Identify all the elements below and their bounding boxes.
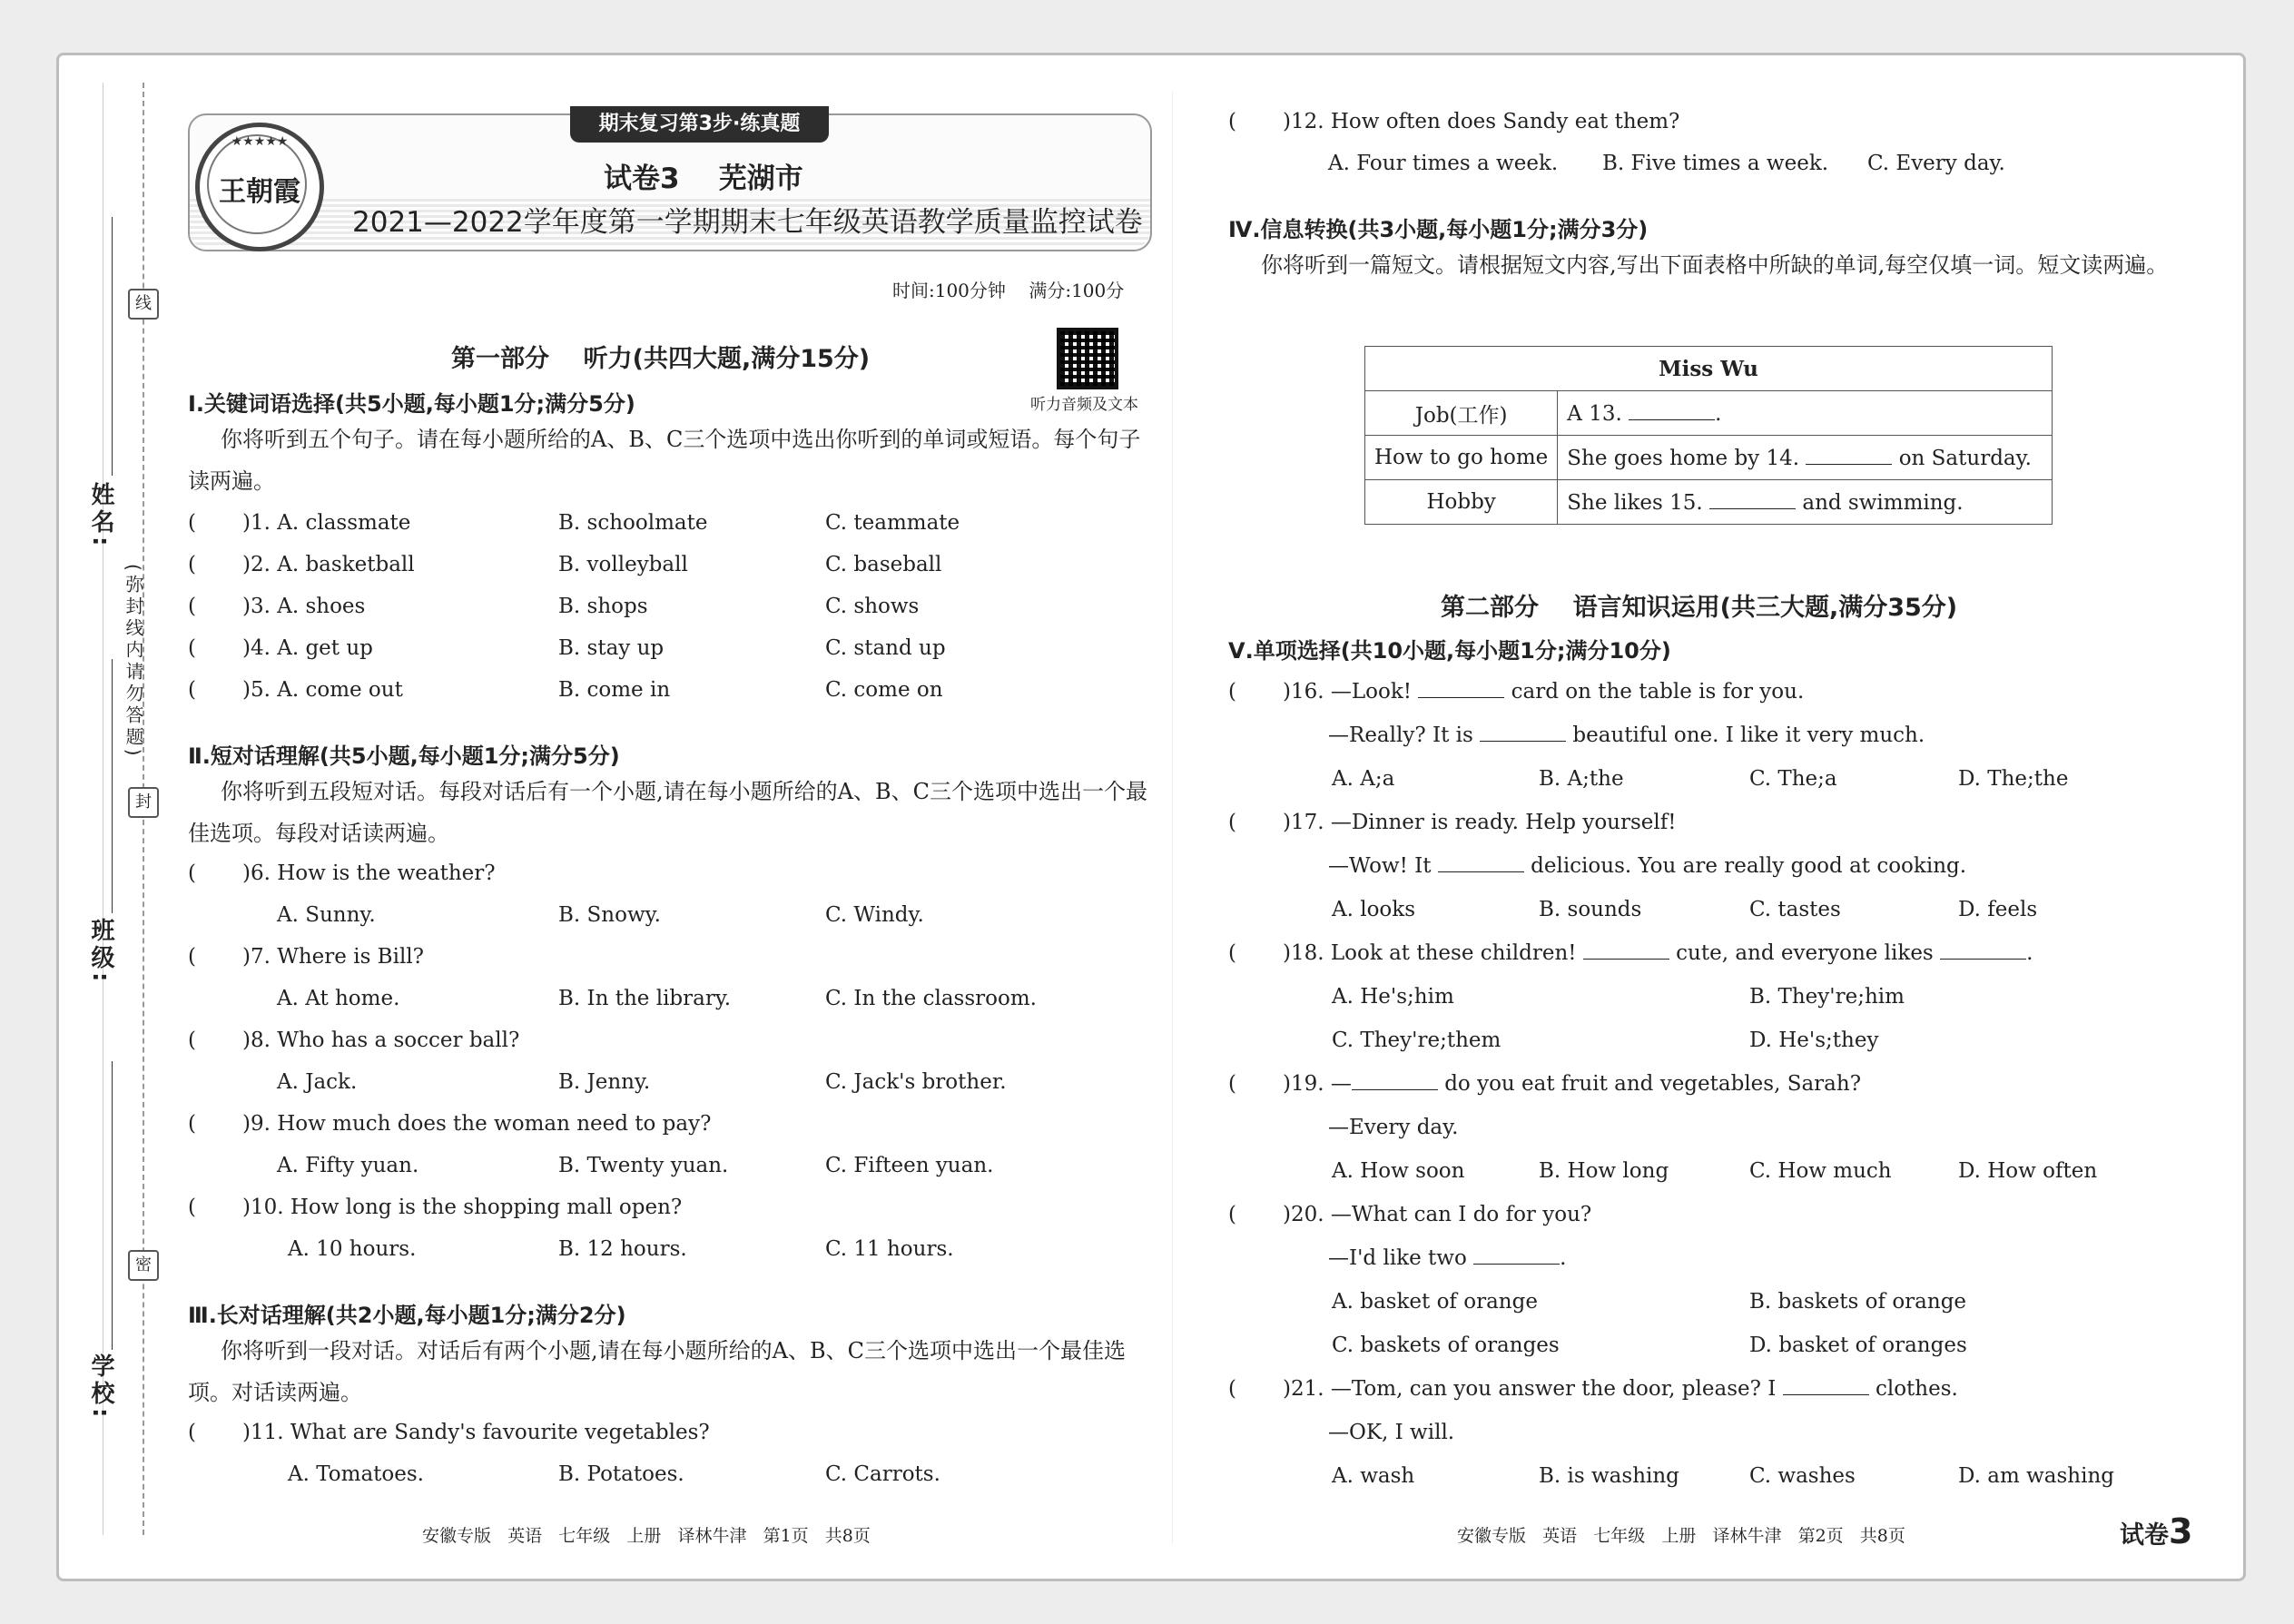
row-label-hobby: Hobby	[1365, 480, 1558, 525]
answer-bracket[interactable]: (	[188, 1421, 196, 1444]
q2-a: )2. A. basketball	[242, 553, 415, 576]
name-label: 姓名:	[87, 482, 114, 550]
q7-a: A. At home.	[277, 987, 400, 1010]
info-table-header: Miss Wu	[1365, 347, 2053, 391]
answer-bracket[interactable]: (	[1228, 1377, 1236, 1401]
answer-bracket[interactable]: (	[1228, 811, 1236, 834]
q3-row	[188, 593, 365, 620]
q21-stem-b: clothes.	[1875, 1377, 1958, 1401]
q2-b: B. volleyball	[558, 553, 688, 576]
answer-bracket[interactable]: (	[188, 1196, 196, 1219]
header-ribbon: 期末复习第3步·练真题	[570, 106, 829, 143]
section3-title: Ⅲ.长对话理解(共2小题,每小题1分;满分2分)	[188, 1303, 626, 1328]
q18-a: A. He's;him	[1332, 985, 1454, 1009]
answer-bracket[interactable]: (	[188, 861, 196, 885]
q20-line1	[1228, 1201, 1591, 1228]
q5-a: )5. A. come out	[242, 678, 403, 702]
q11-a: A. Tomatoes.	[288, 1462, 424, 1486]
q19-stem-a: )19. —	[1283, 1072, 1352, 1096]
answer-blank-18b[interactable]	[1940, 940, 2026, 960]
answer-bracket[interactable]: (	[188, 553, 196, 576]
answer-blank-16a[interactable]	[1418, 679, 1504, 698]
q12-c: C. Every day.	[1867, 152, 2005, 175]
q21-stem-a: )21. —Tom, can you answer the door, please? I	[1283, 1377, 1777, 1401]
q18-stem-b: cute, and everyone likes	[1676, 941, 1934, 965]
info-table-row	[1365, 436, 2053, 480]
q12-b: B. Five times a week.	[1602, 152, 1829, 175]
q8-c: C. Jack's brother.	[825, 1070, 1007, 1094]
qr-caption: 听力音频及文本	[1030, 396, 1138, 414]
answer-blank-15[interactable]	[1709, 490, 1796, 509]
q4-c: C. stand up	[825, 636, 946, 660]
binding-mark-secret: 密	[128, 1250, 159, 1281]
school-label: 学校:	[87, 1353, 114, 1422]
answer-bracket[interactable]: (	[1228, 110, 1236, 133]
q8-row	[188, 1027, 519, 1054]
q16-stem-b: card on the table is for you.	[1511, 680, 1805, 704]
part2-title: 第二部分 语言知识运用(共三大题,满分35分)	[1441, 594, 1958, 622]
q18-stem-a: )18. Look at these children!	[1283, 941, 1577, 965]
q21-c: C. washes	[1749, 1464, 1856, 1488]
q17-a: A. looks	[1332, 898, 1416, 921]
section4-title: Ⅳ.信息转换(共3小题,每小题1分;满分3分)	[1228, 217, 1649, 242]
answer-blank-18a[interactable]	[1583, 940, 1669, 960]
row-label-job: Job(工作)	[1365, 391, 1558, 436]
q10-c: C. 11 hours.	[825, 1237, 954, 1261]
q3-a: )3. A. shoes	[242, 595, 366, 618]
answer-blank-21[interactable]	[1783, 1376, 1869, 1395]
exam-paper	[56, 53, 2246, 1581]
q5-b: B. come in	[558, 678, 671, 702]
q19-line2: —Every day.	[1328, 1116, 1459, 1139]
q17-reply-a: —Wow! It	[1328, 854, 1432, 878]
row-label-transport: How to go home	[1365, 436, 1558, 480]
answer-blank-17[interactable]	[1438, 853, 1524, 872]
q16-line2	[1328, 722, 1925, 749]
q12-a: A. Four times a week.	[1328, 152, 1559, 175]
q18-d: D. He's;they	[1749, 1029, 1879, 1052]
q20-a: A. basket of orange	[1332, 1290, 1538, 1314]
answer-bracket[interactable]: (	[1228, 1203, 1236, 1226]
q11-stem: )11. What are Sandy's favourite vegetables?	[242, 1421, 710, 1444]
section2-title: Ⅱ.短对话理解(共5小题,每小题1分;满分5分)	[188, 743, 620, 769]
test-tag	[2120, 1511, 2192, 1551]
q19-line1	[1228, 1070, 1861, 1097]
q9-row	[188, 1110, 711, 1137]
q1-b: B. schoolmate	[558, 511, 708, 535]
q18-line1	[1228, 940, 2033, 967]
section5-title: Ⅴ.单项选择(共10小题,每小题1分;满分10分)	[1228, 638, 1671, 664]
q10-b: B. 12 hours.	[558, 1237, 687, 1261]
class-label: 班级:	[87, 918, 114, 986]
logo-text: 王朝霞	[219, 176, 300, 208]
q1-a: )1. A. classmate	[242, 511, 411, 535]
q19-c: C. How much	[1749, 1159, 1892, 1183]
info-table	[1364, 346, 2053, 525]
q4-row	[188, 635, 373, 662]
part1-title: 第一部分 听力(共四大题,满分15分)	[451, 345, 871, 373]
q17-line1	[1228, 809, 1677, 836]
q20-d: D. basket of oranges	[1749, 1334, 1967, 1357]
q4-a: )4. A. get up	[242, 636, 373, 660]
q21-b: B. is washing	[1539, 1464, 1679, 1488]
q12-stem: )12. How often does Sandy eat them?	[1283, 110, 1680, 133]
test-tag-label: 试卷	[2120, 1521, 2169, 1550]
q1-c: C. teammate	[825, 511, 960, 535]
q3-b: B. shops	[558, 595, 648, 618]
section1-title: Ⅰ.关键词语选择(共5小题,每小题1分;满分5分)	[188, 391, 635, 417]
answer-blank-16b[interactable]	[1480, 723, 1566, 742]
q10-row	[188, 1194, 682, 1221]
q8-stem: )8. Who has a soccer ball?	[242, 1029, 520, 1052]
test-title: 试卷3 芜湖市	[604, 162, 803, 195]
q21-d: D. am washing	[1958, 1464, 2114, 1488]
name-field[interactable]	[112, 217, 113, 476]
q7-b: B. In the library.	[558, 987, 732, 1010]
section1-instructions: 你将听到五个句子。请在每小题所给的A、B、C三个选项中选出你听到的单词或短语。每个句子读两遍。	[188, 427, 1141, 494]
q11-c: C. Carrots.	[825, 1462, 940, 1486]
q9-a: A. Fifty yuan.	[277, 1154, 419, 1177]
answer-blank-20[interactable]	[1473, 1245, 1560, 1265]
q7-c: C. In the classroom.	[825, 987, 1037, 1010]
answer-bracket[interactable]: (	[188, 678, 196, 702]
q17-d: D. feels	[1958, 898, 2038, 921]
q14-pre: She goes home by 14.	[1567, 446, 1800, 470]
q16-reply-a: —Really? It is	[1328, 723, 1473, 747]
class-field[interactable]	[112, 659, 113, 913]
q12-row	[1228, 108, 1679, 135]
info-table-row	[1365, 480, 2053, 525]
q21-a: A. wash	[1332, 1464, 1415, 1488]
q19-b: B. How long	[1539, 1159, 1669, 1183]
logo-seal	[195, 123, 324, 251]
binding-mark-seal: 封	[128, 787, 159, 818]
q2-c: C. baseball	[825, 553, 942, 576]
q5-row	[188, 676, 403, 704]
q17-line2	[1328, 852, 1966, 880]
q20-reply-b: .	[1560, 1246, 1567, 1270]
q6-stem: )6. How is the weather?	[242, 861, 496, 885]
q17-stem: )17. —Dinner is ready. Help yourself!	[1283, 811, 1677, 834]
q7-row	[188, 943, 424, 970]
q20-line2	[1328, 1245, 1566, 1272]
q18-b: B. They're;him	[1749, 985, 1905, 1009]
answer-bracket[interactable]: (	[1228, 680, 1236, 704]
answer-bracket[interactable]: (	[188, 595, 196, 618]
q1-row	[188, 509, 410, 536]
q11-row	[188, 1419, 710, 1446]
q20-c: C. baskets of oranges	[1332, 1334, 1560, 1357]
test-tag-number: 3	[2169, 1511, 2193, 1551]
q21-line2: —OK, I will.	[1328, 1421, 1455, 1444]
time-info: 时间:100分钟 满分:100分	[892, 280, 1125, 301]
answer-bracket[interactable]: (	[1228, 1072, 1236, 1096]
q11-b: B. Potatoes.	[558, 1462, 684, 1486]
q20-stem: )20. —What can I do for you?	[1283, 1203, 1592, 1226]
answer-bracket[interactable]: (	[188, 511, 196, 535]
q21-line1	[1228, 1375, 1958, 1403]
q20-b: B. baskets of orange	[1749, 1290, 1967, 1314]
q9-c: C. Fifteen yuan.	[825, 1154, 994, 1177]
test-subtitle: 2021—2022学年度第一学期期末七年级英语教学质量监控试卷	[352, 206, 1143, 239]
q18-stem-c: .	[2026, 941, 2033, 965]
q8-b: B. Jenny.	[558, 1070, 651, 1094]
section3-instructions: 你将听到一段对话。对话后有两个小题,请在每小题所给的A、B、C三个选项中选出一个最佳选项。对话读两遍。	[188, 1338, 1126, 1405]
q5-c: C. come on	[825, 678, 943, 702]
q16-reply-b: beautiful one. I like it very much.	[1572, 723, 1925, 747]
q16-d: D. The;the	[1958, 767, 2069, 791]
q6-a: A. Sunny.	[277, 903, 376, 927]
answer-bracket[interactable]: (	[188, 945, 196, 969]
q20-reply-a: —I'd like two	[1328, 1246, 1467, 1270]
q13-pre: A 13.	[1567, 401, 1622, 426]
q17-c: C. tastes	[1749, 898, 1841, 921]
binding-note: (弥封线内请勿答题)	[123, 564, 144, 760]
q18-c: C. They're;them	[1332, 1029, 1501, 1052]
answer-bracket[interactable]: (	[188, 1029, 196, 1052]
q6-c: C. Windy.	[825, 903, 924, 927]
q19-stem-b: do you eat fruit and vegetables, Sarah?	[1444, 1072, 1862, 1096]
footer-right: 安徽专版 英语 七年级 上册 译林牛津 第2页 共8页	[1457, 1526, 1905, 1546]
q2-row	[188, 551, 415, 578]
row-value-hobby	[1558, 480, 2053, 525]
q9-b: B. Twenty yuan.	[558, 1154, 729, 1177]
answer-blank-13[interactable]	[1629, 401, 1715, 420]
school-field[interactable]	[112, 1061, 113, 1350]
info-table-header-row	[1365, 347, 2053, 391]
section2-instructions: 你将听到五段短对话。每段对话后有一个小题,请在每小题所给的A、B、C三个选项中选出一个最佳选项。每段对话读两遍。	[188, 779, 1147, 846]
answer-blank-19[interactable]	[1352, 1071, 1438, 1090]
q16-line1	[1228, 678, 1804, 705]
q14-post: on Saturday.	[1898, 446, 2032, 470]
info-table-row	[1365, 391, 2053, 436]
q17-b: B. sounds	[1539, 898, 1642, 921]
section4-instructions: 你将听到一篇短文。请根据短文内容,写出下面表格中所缺的单词,每空仅填一词。短文读两遍。	[1261, 252, 2169, 278]
binding-mark-line: 线	[128, 289, 159, 320]
row-value-job	[1558, 391, 2053, 436]
logo-stars: ★★★★★	[231, 134, 289, 149]
answer-bracket[interactable]: (	[1228, 941, 1236, 965]
row-value-transport	[1558, 436, 2053, 480]
q3-c: C. shows	[825, 595, 920, 618]
q10-a: A. 10 hours.	[288, 1237, 417, 1261]
q13-post: .	[1715, 401, 1722, 426]
footer-left: 安徽专版 英语 七年级 上册 译林牛津 第1页 共8页	[422, 1526, 871, 1546]
page-divider	[1172, 92, 1173, 1544]
q17-reply-b: delicious. You are really good at cooking.	[1531, 854, 1967, 878]
answer-bracket[interactable]: (	[188, 636, 196, 660]
q16-a: A. A;a	[1332, 767, 1395, 791]
q6-row	[188, 860, 496, 887]
q10-stem: )10. How long is the shopping mall open?	[242, 1196, 683, 1219]
q8-a: A. Jack.	[277, 1070, 358, 1094]
q16-stem-a: )16. —Look!	[1283, 680, 1413, 704]
q4-b: B. stay up	[558, 636, 665, 660]
qr-code[interactable]	[1057, 328, 1118, 389]
q6-b: B. Snowy.	[558, 903, 661, 927]
q7-stem: )7. Where is Bill?	[242, 945, 424, 969]
q19-d: D. How often	[1958, 1159, 2098, 1183]
q16-b: B. A;the	[1539, 767, 1624, 791]
q9-stem: )9. How much does the woman need to pay?	[242, 1112, 712, 1136]
q15-post: and swimming.	[1802, 490, 1964, 515]
q15-pre: She likes 15.	[1567, 490, 1703, 515]
q19-a: A. How soon	[1332, 1159, 1465, 1183]
q16-c: C. The;a	[1749, 767, 1837, 791]
answer-bracket[interactable]: (	[188, 1112, 196, 1136]
answer-blank-14[interactable]	[1806, 446, 1892, 465]
